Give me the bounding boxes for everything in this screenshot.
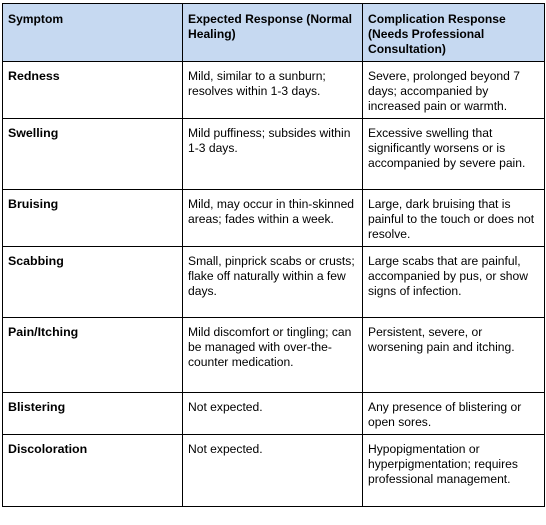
table-row <box>3 393 545 435</box>
complication-cell: Large, dark bruising that is painful to the touch or does not resolve. <box>363 190 545 247</box>
expected-cell: Not expected. <box>183 435 363 507</box>
symptom-cell: Scabbing <box>3 247 183 318</box>
symptom-cell: Swelling <box>3 119 183 190</box>
table-row <box>3 190 545 247</box>
header-symptom: Symptom <box>3 4 183 62</box>
expected-cell: Mild discomfort or tingling; can be managed with over-the-counter medication. <box>183 318 363 393</box>
expected-cell: Not expected. <box>183 393 363 435</box>
symptom-cell: Pain/Itching <box>3 318 183 393</box>
table-header-row <box>3 4 545 62</box>
complication-cell: Excessive swelling that significantly worsens or is accompanied by severe pain. <box>363 119 545 190</box>
expected-cell: Small, pinprick scabs or crusts; flake off naturally within a few days. <box>183 247 363 318</box>
header-expected-response: Expected Response (Normal Healing) <box>183 4 363 62</box>
expected-cell: Mild, may occur in thin-skinned areas; fades within a week. <box>183 190 363 247</box>
expected-cell: Mild puffiness; subsides within 1-3 days. <box>183 119 363 190</box>
table-row <box>3 247 545 318</box>
symptom-cell: Discoloration <box>3 435 183 507</box>
complication-cell: Persistent, severe, or worsening pain and itching. <box>363 318 545 393</box>
symptom-comparison-table <box>2 3 545 507</box>
table-row <box>3 119 545 190</box>
header-complication-response: Complication Response (Needs Professional Consultation) <box>363 4 545 62</box>
complication-cell: Severe, prolonged beyond 7 days; accompanied by increased pain or warmth. <box>363 62 545 119</box>
complication-cell: Any presence of blistering or open sores. <box>363 393 545 435</box>
complication-cell: Hypopigmentation or hyperpigmentation; requires professional management. <box>363 435 545 507</box>
table-row <box>3 62 545 119</box>
complication-cell: Large scabs that are painful, accompanied by pus, or show signs of infection. <box>363 247 545 318</box>
symptom-cell: Bruising <box>3 190 183 247</box>
expected-cell: Mild, similar to a sunburn; resolves within 1-3 days. <box>183 62 363 119</box>
symptom-cell: Blistering <box>3 393 183 435</box>
symptom-cell: Redness <box>3 62 183 119</box>
table-row <box>3 318 545 393</box>
table-row <box>3 435 545 507</box>
